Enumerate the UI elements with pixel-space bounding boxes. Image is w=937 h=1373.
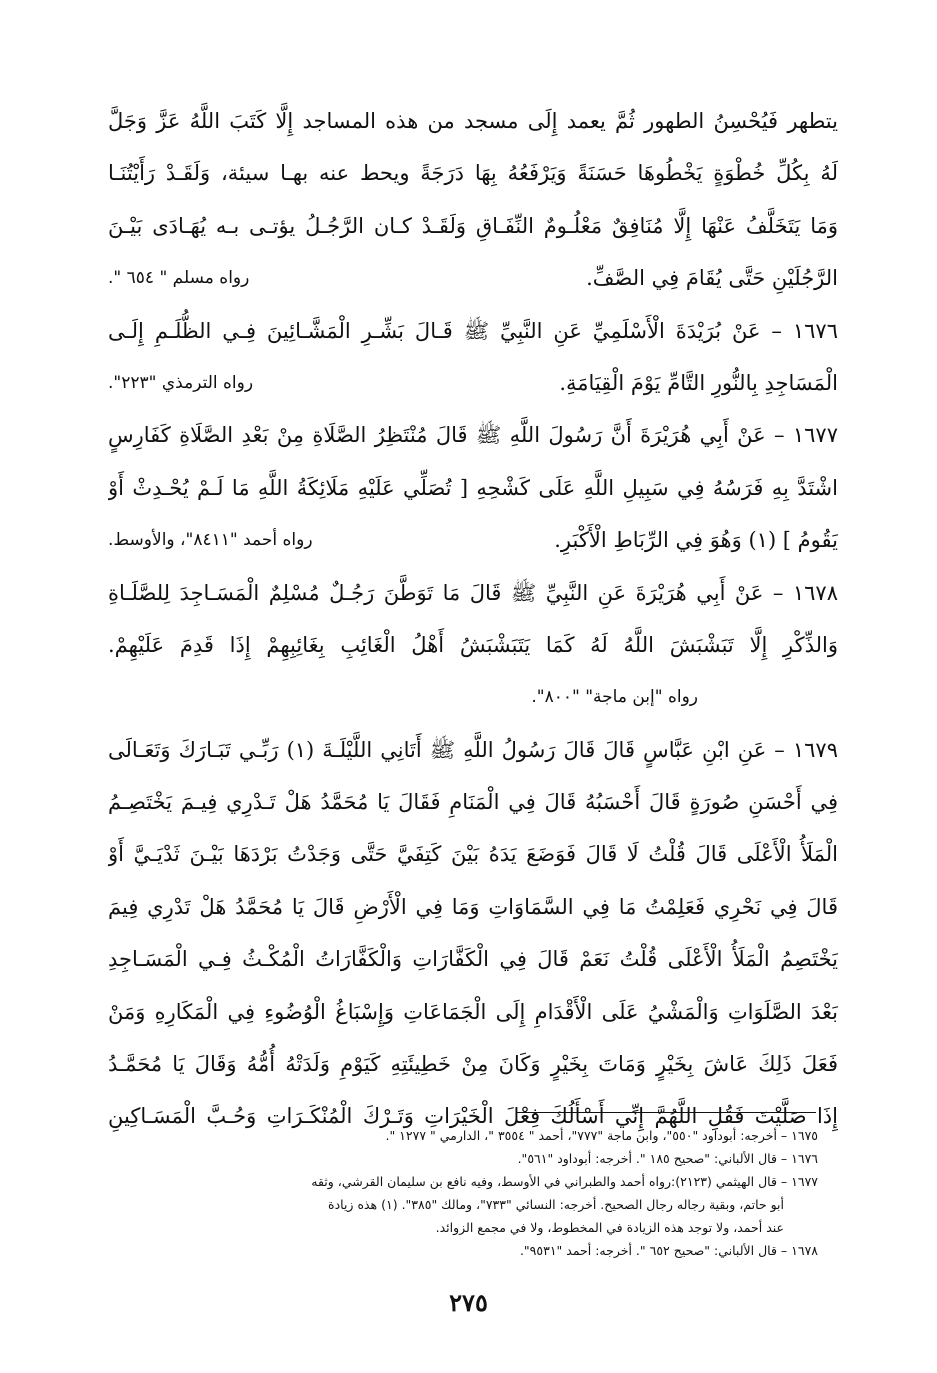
footnote-1675: ١٦٧٥ – أخرجه: أبوداود "٥٥٠"، وابن ماجة "٧٧٧"، أحمد " ٣٥٥٤ "، الدارمي " ١٢٧٧ ".: [385, 1128, 818, 1143]
source-reference: رواه "إبن ماجة" "٨٠٠".: [531, 687, 698, 708]
source-reference: رواه أحمد "٨٤١١"، والأوسط.: [108, 530, 313, 551]
footnote-1678: ١٦٧٨ – قال الألباني: "صحيح ٦٥٢ ". أخرجه: أحمد "٩٥٣١".: [519, 1243, 818, 1258]
footnote-divider: [516, 1112, 816, 1113]
footnote-1676: ١٦٧٦ – قال الألباني: "صحيح ١٨٥ ". أخرجه: أبوداود "٥٦١".: [517, 1151, 818, 1166]
text-line-with-source: [108, 357, 838, 409]
text-line: يتطهر فَيُحْسِنُ الطهور ثُمَّ يعمد إِلَى مسجد من هذه المساجد إِلَّا كَتَبَ اللَّهُ عَزَّ وَجَلَّ: [108, 109, 838, 133]
source-reference: رواه الترمذي "٢٢٣".: [108, 372, 254, 393]
source-reference: رواه مسلم " ٦٥٤ ".: [108, 268, 250, 289]
hadith-1676-start: ١٦٧٦ – عَنْ بُرَيْدَةَ الْأَسْلَمِيِّ عَنِ النَّبِيِّ ﷺ قَـالَ بَشِّـرِ الْمَشَّـائِينَ فِـي الظُّلَـمِ إِلَـى: [108, 318, 838, 343]
text-segment: يَقُومُ ] (١) وَهُوَ فِي الرِّبَاطِ الْأَكْبَرِ.: [554, 528, 838, 553]
text-line: إِذَا صَلَّيْتَ فَقُلِ اللَّهُمَّ إِنِّي أَسْأَلُكَ فِعْلَ الْخَيْرَاتِ وَتَـرْكَ الْمُنْكَـرَاتِ وَحُـبَّ الْمَسَـاكِينِ: [108, 1104, 838, 1129]
text-line: وَمَا يَتَخَلَّفُ عَنْهَا إِلَّا مُنَافِقٌ مَعْلُـومٌ النِّفَـاقِ وَلَقَـدْ كـان الرَّجُـلُ يؤتـى بـه يُهَـادَى بَيْـنَ: [108, 213, 838, 238]
hadith-1678-start: ١٦٧٨ – عَنْ أَبِي هُرَيْرَةَ عَنِ النَّبِيِّ ﷺ قَالَ مَا تَوَطَّنَ رَجُـلٌ مُسْلِمٌ الْمَسَـاجِدَ لِلصَّلَـاةِ: [108, 580, 838, 605]
text-segment: الرَّجُلَيْنِ حَتَّى يُقَامَ فِي الصَّفِّ.: [586, 266, 838, 291]
footnotes: [130, 1124, 818, 1262]
hadith-1677-start: ١٦٧٧ – عَنْ أَبِي هُرَيْرَةَ أَنَّ رَسُولَ اللَّهِ ﷺ قَالَ مُنْتَظِرُ الصَّلَاةِ مِنْ بَعْدِ الصَّلَاةِ كَفَارِسٍ: [108, 423, 838, 448]
text-line: فَعَلَ ذَلِكَ عَاشَ بِخَيْرٍ وَمَاتَ بِخَيْرٍ وَكَانَ مِنْ خَطِيئَتِهِ كَيَوْمِ وَلَدَتْهُ أُمُّهُ وَقَالَ يَا مُحَمَّـدُ: [108, 1052, 838, 1077]
text-line: لَهُ بِكُلِّ خُطْوَةٍ يَخْطُوهَا حَسَنَةً وَيَرْفَعُهُ بِهَا دَرَجَةً ويحط عنه بهـا سيئة، وَلَقَـدْ رَأَيْتُنَـا: [108, 161, 838, 186]
text-line: بَعْدَ الصَّلَوَاتِ وَالْمَشْيُ عَلَى الْأَقْدَامِ إِلَى الْجَمَاعَاتِ وَإِسْبَاغُ الْوُضُوءِ فِي الْمَكَارِهِ وَمَنْ: [108, 999, 838, 1024]
text-segment: الْمَسَاجِدِ بِالنُّورِ التَّامِّ يَوْمَ الْقِيَامَةِ.: [559, 370, 838, 395]
text-line: وَالذِّكْرِ إِلَّا تَبَشْبَشَ اللَّهُ لَهُ كَمَا يَتَبَشْبَشُ أَهْلُ الْغَائِبِ بِغَائِبِهِمْ إِذَا قَدِمَ عَلَيْهِمْ.: [108, 632, 838, 657]
footnote-1677-continued: أبو حاتم، وبقية رجاله رجال الصحيح. أخرجه: النسائي "٧٣٣"، ومالك "٣٨٥". (١) هذه زيادة: [328, 1197, 784, 1212]
page-number: ٢٧٥: [449, 1288, 488, 1317]
text-line-with-source: [108, 514, 838, 566]
text-line: قَالَ فِي نَحْرِي فَعَلِمْتُ مَا فِي السَّمَاوَاتِ وَمَا فِي الْأَرْضِ قَالَ يَا مُحَمَّدُ هَلْ تَدْرِي فِيمَ: [108, 894, 838, 919]
footnote-1677-continued: عند أحمد، ولا توجد هذه الزيادة في المخطوط، ولا في مجمع الزوائد.: [435, 1220, 784, 1235]
text-line: الْمَلَأُ الْأَعْلَى قَالَ قُلْتُ لَا قَالَ فَوَضَعَ يَدَهُ بَيْنَ كَتِفَيَّ حَتَّى وَجَدْتُ بَرْدَهَا بَيْـنَ ثَدْيَـيَّ أَوْ: [108, 842, 838, 867]
text-line: يَخْتَصِمُ الْمَلَأُ الْأَعْلَى قُلْتُ نَعَمْ قَالَ فِي الْكَفَّارَاتِ وَالْكَفَّارَاتُ الْمُكْـثُ فِـي الْمَسَـاجِدِ: [108, 947, 838, 972]
text-line-with-source: [108, 252, 838, 304]
main-text: [108, 95, 838, 1143]
source-line: [108, 671, 838, 723]
text-line: اشْتَدَّ بِهِ فَرَسُهُ فِي سَبِيلِ اللَّهِ عَلَى كَشْحِهِ [ تُصَلِّي عَلَيْهِ مَلَائِكَةُ اللَّهِ مَا لَـمْ يُحْـدِثْ أَوْ: [108, 475, 838, 500]
footnote-1677: ١٦٧٧ – قال الهيثمي (٢١٢٣):رواه أحمد والطبراني في الأوسط، وفيه نافع بن سليمان القرشي، وثقه: [311, 1174, 818, 1189]
hadith-1679-start: ١٦٧٩ – عَنِ ابْنِ عَبَّاسٍ قَالَ قَالَ رَسُولُ اللَّهِ ﷺ أَتَانِي اللَّيْلَـةَ (١) رَبِّـي تَبَـارَكَ وَتَعَـالَى: [108, 737, 838, 762]
text-line: فِي أَحْسَنِ صُورَةٍ قَالَ أَحْسَبُهُ قَالَ فِي الْمَنَامِ فَقَالَ يَا مُحَمَّدُ هَلْ تَـدْرِي فِيـمَ يَخْتَصِـمُ: [108, 790, 838, 815]
